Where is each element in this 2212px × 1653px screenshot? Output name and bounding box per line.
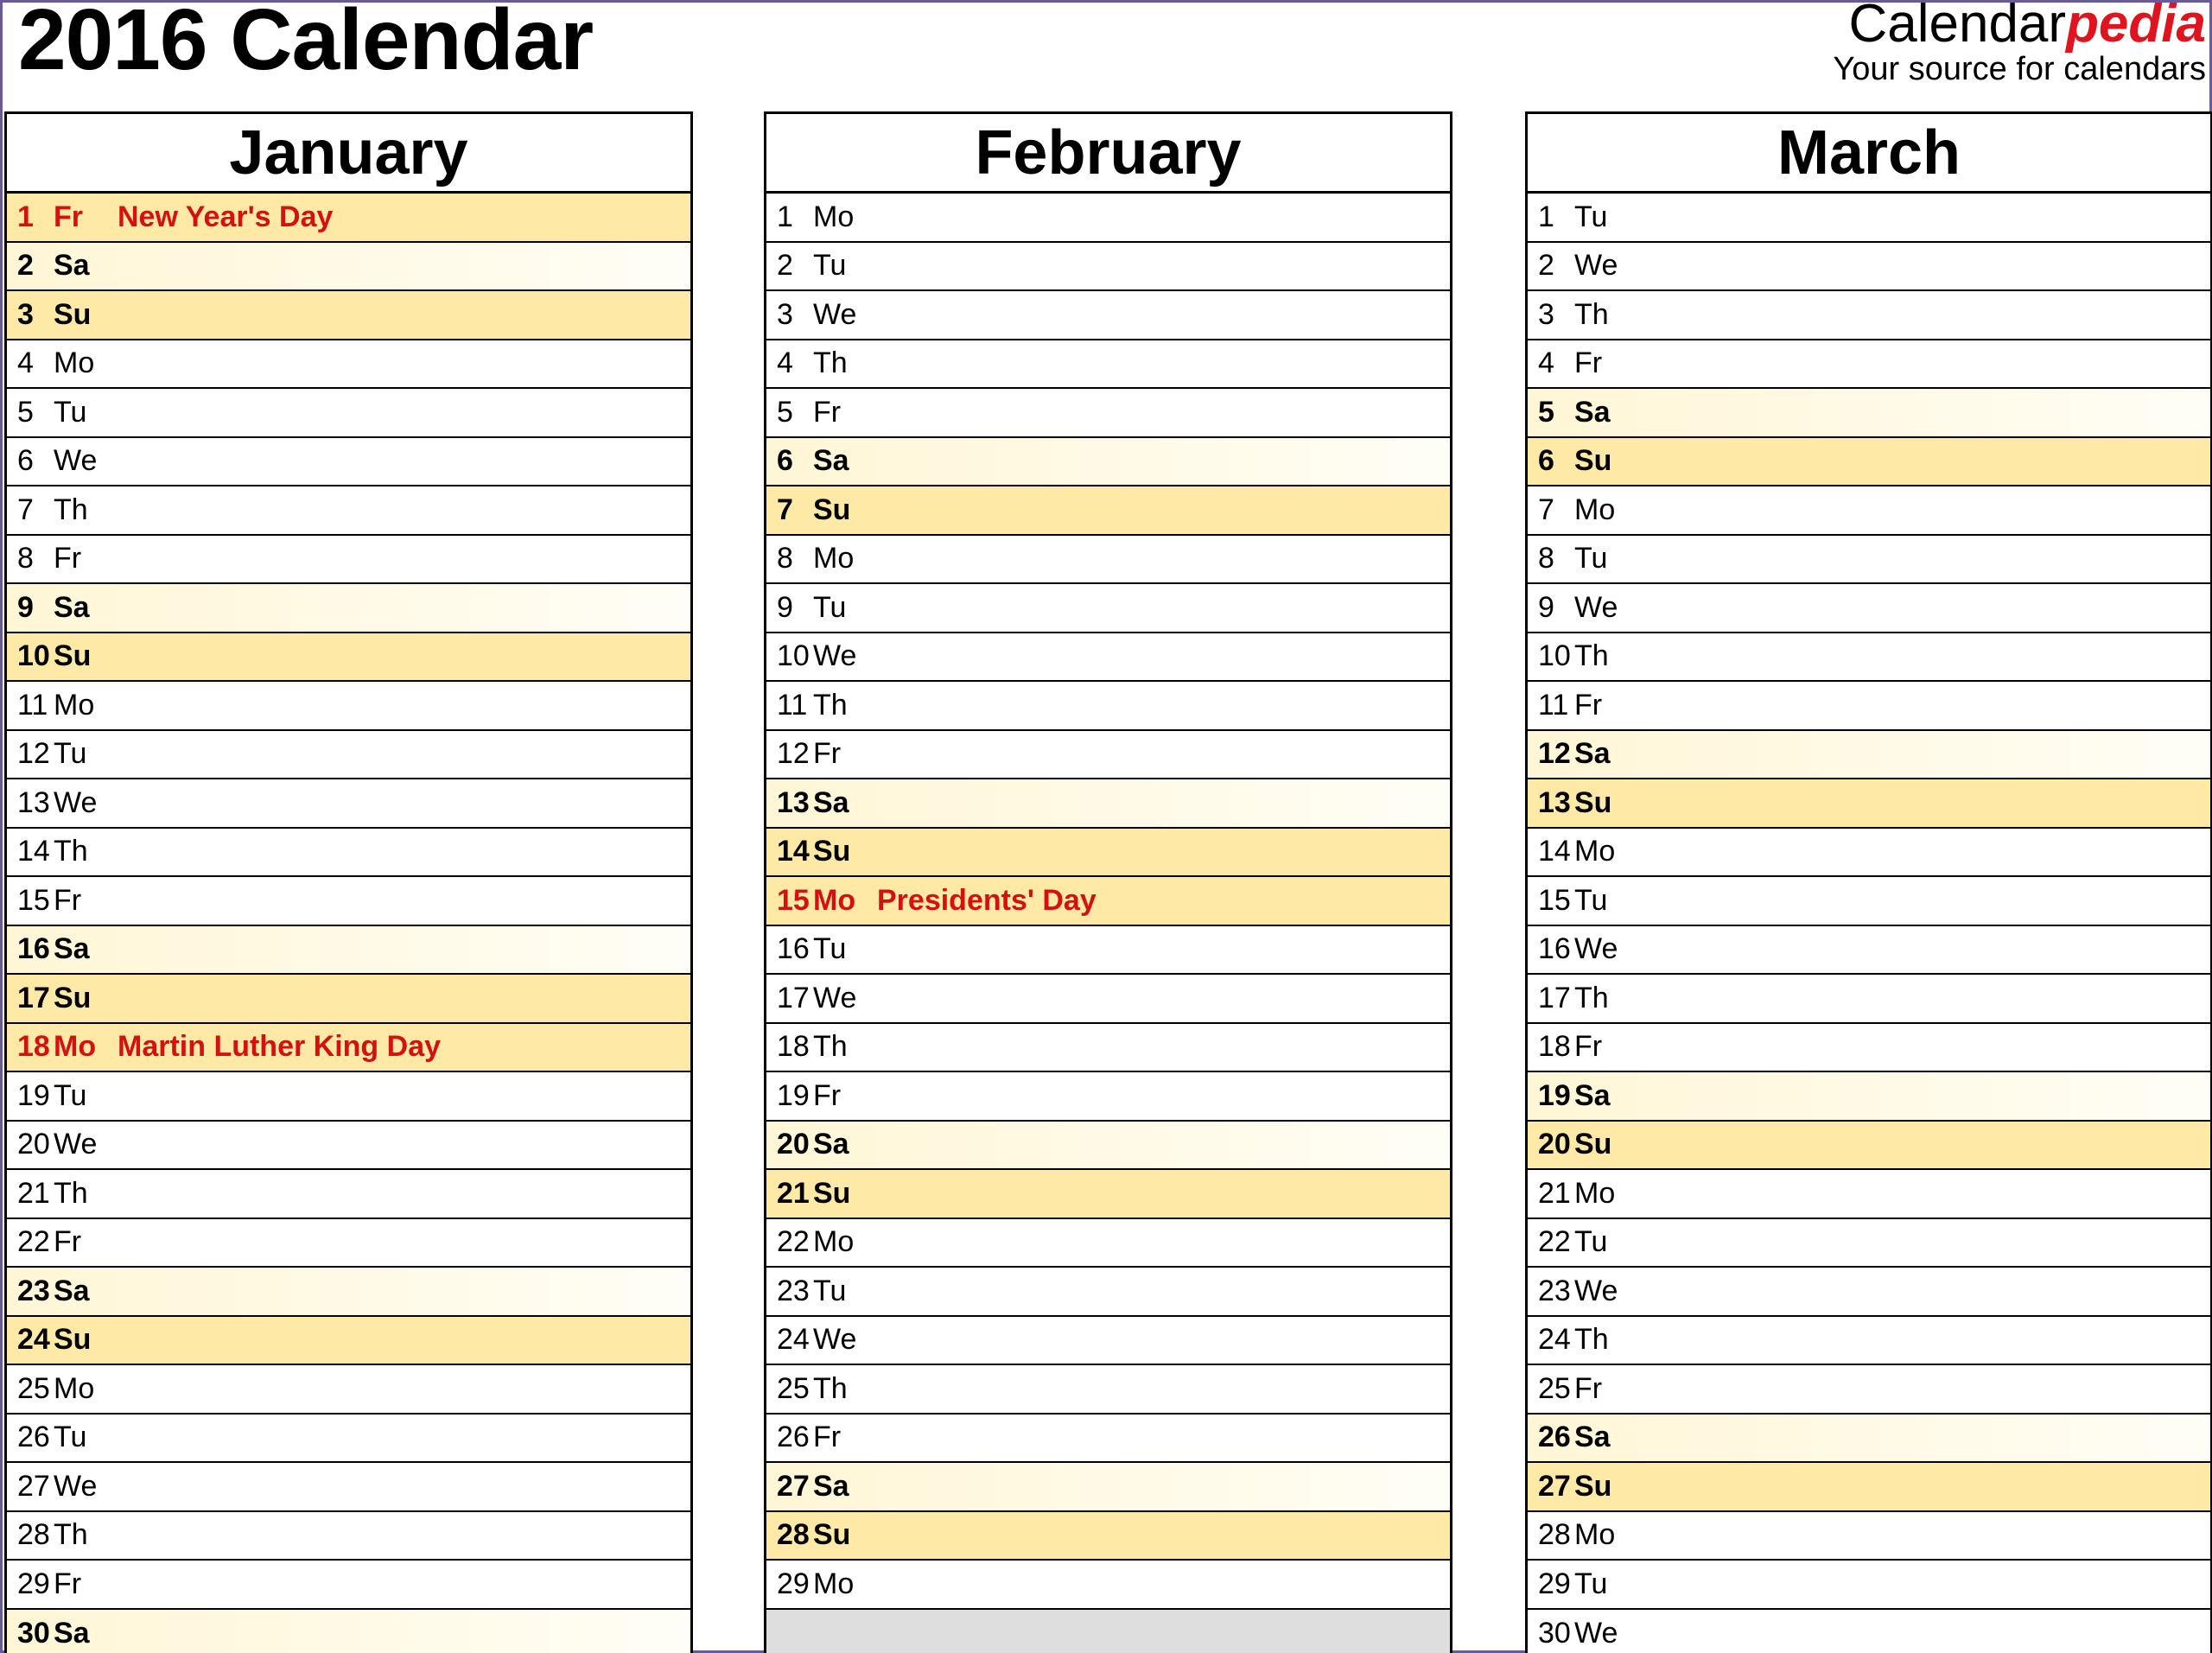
day-number: 4 — [777, 346, 793, 380]
day-of-week: Mo — [813, 1567, 855, 1600]
day-number: 1 — [17, 200, 34, 233]
day-row — [766, 926, 1450, 976]
day-number: 18 — [777, 1030, 810, 1064]
brand-tagline: Your source for calendars — [1833, 51, 2206, 87]
day-row — [7, 926, 690, 976]
day-row — [1528, 1365, 2210, 1415]
day-of-week: Sa — [813, 444, 849, 478]
day-of-week: Fr — [1574, 688, 1603, 722]
day-number: 18 — [17, 1030, 50, 1064]
day-row — [1528, 682, 2210, 731]
day-row — [1528, 1512, 2210, 1561]
day-number: 15 — [17, 883, 50, 917]
day-number: 24 — [777, 1323, 810, 1357]
day-row — [766, 975, 1450, 1024]
day-row — [766, 1463, 1450, 1512]
day-row — [7, 1561, 690, 1610]
day-of-week: Sa — [813, 785, 849, 819]
day-number: 29 — [17, 1567, 50, 1600]
day-row — [7, 1268, 690, 1317]
day-number: 10 — [17, 639, 50, 673]
day-of-week: Tu — [1574, 1225, 1608, 1259]
day-of-week: Tu — [54, 395, 87, 429]
day-row — [7, 243, 690, 292]
day-of-week: Mo — [54, 346, 95, 380]
brand-name-main: Calendar — [1848, 0, 2067, 54]
day-number: 7 — [1538, 493, 1554, 526]
day-row — [766, 243, 1450, 292]
day-row — [7, 779, 690, 829]
day-number: 28 — [777, 1518, 810, 1552]
day-row — [766, 1268, 1450, 1317]
day-number: 16 — [777, 932, 810, 966]
day-row — [1528, 877, 2210, 926]
day-row — [1528, 1170, 2210, 1219]
day-of-week: We — [1574, 932, 1618, 966]
day-row — [1528, 389, 2210, 438]
day-of-week: We — [813, 297, 857, 331]
day-of-week: Tu — [54, 1078, 87, 1112]
day-number: 17 — [1538, 981, 1571, 1014]
day-row — [7, 682, 690, 731]
day-number: 30 — [1538, 1617, 1571, 1650]
day-row — [1528, 1024, 2210, 1073]
day-number: 17 — [777, 981, 810, 1014]
brand-logo[interactable] — [1833, 0, 2206, 86]
day-of-week: Su — [1574, 444, 1612, 478]
day-of-week: Su — [54, 639, 92, 673]
day-number: 20 — [1538, 1128, 1571, 1161]
brand-name-accent: pedia — [2066, 0, 2206, 54]
day-of-week: Sa — [54, 1617, 90, 1650]
day-of-week: Mo — [813, 1225, 855, 1259]
day-of-week: Su — [1574, 1128, 1612, 1161]
day-number: 19 — [777, 1078, 810, 1112]
day-of-week: Sa — [54, 932, 90, 966]
day-of-week: Th — [1574, 1323, 1609, 1357]
day-row — [7, 1463, 690, 1512]
day-number: 2 — [1538, 249, 1554, 283]
day-of-week: Tu — [1574, 883, 1608, 917]
brand-name — [1833, 0, 2206, 54]
month-january — [4, 111, 693, 1653]
day-row — [766, 1317, 1450, 1366]
day-row — [1528, 1415, 2210, 1464]
day-number: 30 — [17, 1617, 50, 1650]
day-number: 15 — [1538, 883, 1571, 917]
day-row — [1528, 1463, 2210, 1512]
day-row — [7, 1219, 690, 1268]
day-of-week: We — [54, 1128, 98, 1161]
day-row — [766, 291, 1450, 340]
day-row — [7, 438, 690, 487]
day-row — [7, 1024, 690, 1073]
day-of-week: We — [54, 1469, 98, 1503]
day-of-week: Th — [1574, 297, 1609, 331]
day-of-week: Su — [54, 1323, 92, 1357]
day-of-week: Tu — [813, 932, 847, 966]
day-of-week: Fr — [813, 1421, 842, 1454]
day-row — [7, 1512, 690, 1561]
day-of-week: Fr — [54, 542, 82, 575]
day-number: 28 — [1538, 1518, 1571, 1552]
day-number: 15 — [777, 883, 810, 917]
day-row — [7, 1072, 690, 1122]
day-number: 27 — [777, 1469, 810, 1503]
day-of-week: Tu — [1574, 542, 1608, 575]
day-row — [766, 1024, 1450, 1073]
day-number: 4 — [1538, 346, 1554, 380]
day-of-week: Th — [813, 1030, 848, 1064]
day-row — [7, 975, 690, 1024]
day-number: 23 — [1538, 1274, 1571, 1307]
day-number: 7 — [777, 493, 793, 526]
day-number: 21 — [777, 1176, 810, 1210]
day-row — [766, 536, 1450, 585]
day-row — [1528, 1561, 2210, 1610]
day-of-week: Mo — [54, 1371, 95, 1405]
day-row — [7, 1170, 690, 1219]
day-number: 18 — [1538, 1030, 1571, 1064]
day-row — [766, 1122, 1450, 1171]
day-number: 3 — [1538, 297, 1554, 331]
month-february — [764, 111, 1452, 1653]
month-title: February — [766, 114, 1450, 194]
day-row — [1528, 291, 2210, 340]
day-number: 17 — [17, 981, 50, 1014]
day-row — [766, 1365, 1450, 1415]
day-number: 2 — [17, 249, 34, 283]
day-row — [766, 1561, 1450, 1610]
day-row — [766, 731, 1450, 780]
day-of-week: Mo — [813, 200, 855, 233]
day-number: 8 — [17, 542, 34, 575]
day-of-week: Th — [54, 835, 88, 868]
day-number: 22 — [777, 1225, 810, 1259]
day-of-week: We — [813, 639, 857, 673]
day-of-week: We — [54, 444, 98, 478]
day-number: 13 — [17, 785, 50, 819]
day-row — [1528, 438, 2210, 487]
day-row — [7, 1365, 690, 1415]
day-row — [1528, 1317, 2210, 1366]
day-number: 26 — [17, 1421, 50, 1454]
day-of-week: Sa — [1574, 1421, 1611, 1454]
day-of-week: Th — [813, 688, 848, 722]
day-number: 27 — [17, 1469, 50, 1503]
day-number: 12 — [777, 737, 810, 771]
day-of-week: Tu — [813, 590, 847, 624]
holiday-name: New Year's Day — [118, 200, 334, 233]
day-row — [7, 731, 690, 780]
day-number: 8 — [1538, 542, 1554, 575]
day-of-week: Sa — [813, 1128, 849, 1161]
day-number: 26 — [777, 1421, 810, 1454]
day-of-week: Tu — [54, 737, 87, 771]
day-row — [766, 779, 1450, 829]
day-of-week: Su — [54, 297, 92, 331]
day-number: 28 — [17, 1518, 50, 1552]
day-of-week: Tu — [813, 1274, 847, 1307]
day-row — [7, 829, 690, 878]
day-of-week: Su — [1574, 785, 1612, 819]
day-of-week: Fr — [1574, 346, 1603, 380]
day-of-week: Mo — [1574, 1518, 1616, 1552]
day-number: 10 — [1538, 639, 1571, 673]
day-of-week: Mo — [1574, 493, 1616, 526]
day-of-week: Mo — [1574, 835, 1616, 868]
day-of-week: Th — [813, 346, 848, 380]
day-row — [1528, 779, 2210, 829]
day-of-week: Mo — [813, 883, 856, 917]
day-row — [1528, 486, 2210, 536]
day-row — [766, 1512, 1450, 1561]
day-number: 5 — [17, 395, 34, 429]
day-number: 24 — [17, 1323, 50, 1357]
day-number: 11 — [1538, 688, 1569, 722]
day-of-week: Sa — [54, 249, 90, 283]
day-number: 4 — [17, 346, 34, 380]
day-number: 25 — [777, 1371, 810, 1405]
day-number: 6 — [17, 444, 34, 478]
day-of-week: Su — [813, 835, 851, 868]
day-of-week: Fr — [813, 395, 842, 429]
day-number: 24 — [1538, 1323, 1571, 1357]
day-of-week: Su — [1574, 1469, 1612, 1503]
day-of-week: Mo — [54, 1030, 97, 1064]
day-row — [1528, 584, 2210, 633]
day-of-week: We — [813, 1323, 857, 1357]
day-number: 8 — [777, 542, 793, 575]
day-of-week: Mo — [54, 688, 95, 722]
day-row — [766, 1219, 1450, 1268]
day-of-week: Sa — [813, 1469, 849, 1503]
day-number: 25 — [1538, 1371, 1571, 1405]
day-of-week: We — [54, 785, 98, 819]
day-number: 21 — [17, 1176, 50, 1210]
day-list — [7, 194, 690, 1653]
day-row — [7, 340, 690, 390]
day-number: 6 — [777, 444, 793, 478]
day-row — [766, 438, 1450, 487]
day-number: 7 — [17, 493, 34, 526]
day-number: 3 — [17, 297, 34, 331]
holiday-name: Presidents' Day — [877, 883, 1096, 917]
day-number: 14 — [17, 835, 50, 868]
day-of-week: Tu — [813, 249, 847, 283]
day-number: 5 — [777, 395, 793, 429]
day-of-week: Fr — [813, 737, 842, 771]
day-number: 21 — [1538, 1176, 1571, 1210]
day-of-week: We — [1574, 1274, 1618, 1307]
day-number: 26 — [1538, 1421, 1571, 1454]
day-number: 13 — [777, 785, 810, 819]
day-of-week: Th — [813, 1371, 848, 1405]
day-number: 9 — [17, 590, 34, 624]
day-of-week: Su — [54, 981, 92, 1014]
day-number: 11 — [777, 688, 808, 722]
day-of-week: Sa — [54, 1274, 90, 1307]
day-of-week: Tu — [1574, 1567, 1608, 1600]
day-number: 10 — [777, 639, 810, 673]
day-row — [1528, 536, 2210, 585]
day-list — [766, 194, 1450, 1653]
day-number: 11 — [17, 688, 48, 722]
day-number: 9 — [1538, 590, 1554, 624]
day-of-week: Sa — [1574, 737, 1611, 771]
day-row — [1528, 1268, 2210, 1317]
page-title: 2016 Calendar — [18, 0, 594, 88]
day-row — [7, 1415, 690, 1464]
day-row — [7, 877, 690, 926]
day-number: 19 — [17, 1078, 50, 1112]
day-row — [766, 633, 1450, 683]
day-of-week: We — [813, 981, 857, 1014]
day-row — [1528, 975, 2210, 1024]
day-of-week: Fr — [813, 1078, 842, 1112]
day-of-week: We — [1574, 249, 1618, 283]
day-row — [7, 194, 690, 243]
day-row — [7, 633, 690, 683]
day-number: 19 — [1538, 1078, 1571, 1112]
day-of-week: Fr — [1574, 1030, 1603, 1064]
day-row — [1528, 340, 2210, 390]
day-row — [766, 340, 1450, 390]
day-row — [1528, 1219, 2210, 1268]
day-number: 16 — [17, 932, 50, 966]
day-of-week: Tu — [54, 1421, 87, 1454]
day-number: 23 — [17, 1274, 50, 1307]
day-of-week: Sa — [1574, 395, 1611, 429]
day-row — [7, 389, 690, 438]
day-of-week: Fr — [54, 1225, 82, 1259]
day-number: 1 — [1538, 200, 1554, 233]
day-number: 29 — [777, 1567, 810, 1600]
day-row — [766, 194, 1450, 243]
day-of-week: Th — [54, 1518, 88, 1552]
day-of-week: Su — [813, 1176, 851, 1210]
month-title: March — [1528, 114, 2210, 194]
month-march — [1525, 111, 2212, 1653]
day-row — [766, 1072, 1450, 1122]
day-number: 20 — [777, 1128, 810, 1161]
day-row — [1528, 926, 2210, 976]
day-row — [7, 536, 690, 585]
day-number: 12 — [1538, 737, 1571, 771]
day-list — [1528, 194, 2210, 1653]
day-of-week: Su — [813, 1518, 851, 1552]
day-number: 9 — [777, 590, 793, 624]
day-number: 12 — [17, 737, 50, 771]
day-number: 29 — [1538, 1567, 1571, 1600]
day-of-week: Th — [54, 1176, 88, 1210]
day-of-week: Th — [1574, 981, 1609, 1014]
day-of-week: Fr — [54, 883, 82, 917]
day-row — [7, 1122, 690, 1171]
day-of-week: Su — [813, 493, 851, 526]
day-of-week: Sa — [54, 590, 90, 624]
holiday-name: Martin Luther King Day — [118, 1030, 442, 1064]
empty-day-row — [766, 1610, 1450, 1653]
day-number: 6 — [1538, 444, 1554, 478]
day-row — [7, 1610, 690, 1653]
day-row — [1528, 731, 2210, 780]
day-row — [1528, 1072, 2210, 1122]
day-row — [1528, 633, 2210, 683]
day-row — [7, 291, 690, 340]
day-row — [766, 584, 1450, 633]
day-of-week: Th — [1574, 639, 1609, 673]
day-row — [7, 584, 690, 633]
day-number: 14 — [1538, 835, 1571, 868]
day-number: 20 — [17, 1128, 50, 1161]
day-row — [1528, 1122, 2210, 1171]
day-row — [7, 1317, 690, 1366]
day-number: 22 — [1538, 1225, 1571, 1259]
day-row — [1528, 1610, 2210, 1653]
month-title: January — [7, 114, 690, 194]
day-of-week: Mo — [813, 542, 855, 575]
day-row — [766, 389, 1450, 438]
day-row — [766, 1170, 1450, 1219]
day-of-week: We — [1574, 1617, 1618, 1650]
day-of-week: Fr — [54, 1567, 82, 1600]
day-number: 2 — [777, 249, 793, 283]
day-number: 3 — [777, 297, 793, 331]
day-row — [766, 1415, 1450, 1464]
day-number: 13 — [1538, 785, 1571, 819]
day-of-week: Sa — [1574, 1078, 1611, 1112]
day-row — [766, 829, 1450, 878]
day-row — [1528, 829, 2210, 878]
day-number: 27 — [1538, 1469, 1571, 1503]
day-of-week: We — [1574, 590, 1618, 624]
day-number: 23 — [777, 1274, 810, 1307]
day-row — [7, 486, 690, 536]
day-number: 16 — [1538, 932, 1571, 966]
day-of-week: Fr — [54, 200, 83, 233]
day-number: 14 — [777, 835, 810, 868]
day-row — [1528, 243, 2210, 292]
day-number: 22 — [17, 1225, 50, 1259]
day-of-week: Fr — [1574, 1371, 1603, 1405]
day-row — [766, 486, 1450, 536]
day-number: 5 — [1538, 395, 1554, 429]
day-of-week: Tu — [1574, 200, 1608, 233]
day-row — [1528, 194, 2210, 243]
day-number: 25 — [17, 1371, 50, 1405]
day-number: 1 — [777, 200, 793, 233]
day-row — [766, 877, 1450, 926]
day-of-week: Mo — [1574, 1176, 1616, 1210]
day-of-week: Th — [54, 493, 88, 526]
day-row — [766, 682, 1450, 731]
